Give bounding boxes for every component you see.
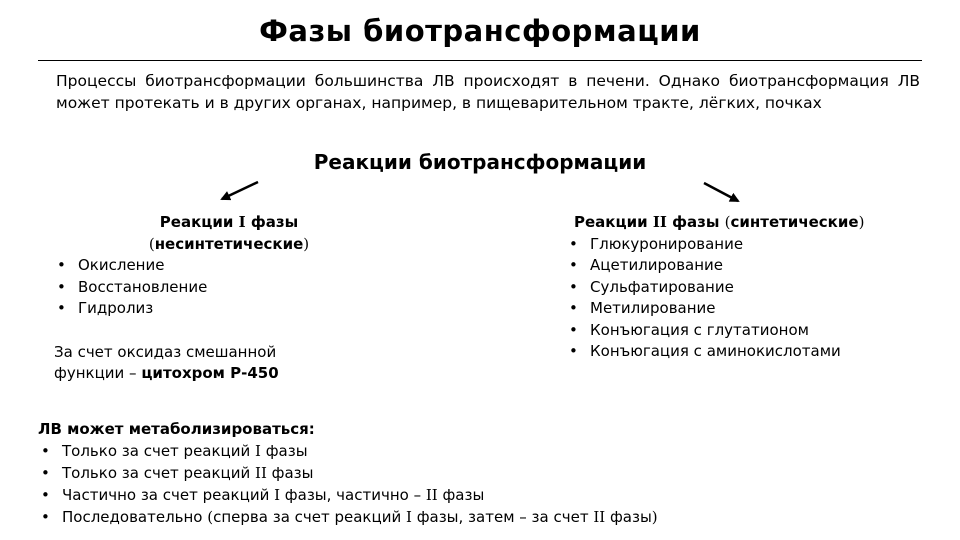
phase1-heading: Реакции I фазы — [159, 213, 299, 231]
metabolism-heading: ЛВ может метаболизироваться: — [38, 420, 315, 438]
phase1-subheading: (несинтетические) — [148, 234, 310, 253]
list-item: • Восстановление — [54, 277, 384, 299]
phase2-column — [560, 212, 940, 363]
list-item: • Последовательно (сперва за счет реакций I фазы, затем – за счет II фазы) — [38, 506, 918, 528]
arrow-right-icon — [704, 183, 738, 201]
phase2-list — [566, 234, 940, 363]
intro-paragraph: Процессы биотрансформации большинства ЛВ происходят в печени. Однако биотрансформация ЛВ может протекать и в других органах, например, в пищеварительном тракте, лёгких, почках — [56, 72, 920, 112]
list-item: • Метилирование — [566, 298, 940, 320]
list-item: • Ацетилирование — [566, 255, 940, 277]
list-item: • Конъюгация с глутатионом — [566, 320, 940, 342]
list-item: • Только за счет реакций I фазы — [38, 440, 918, 462]
list-item: • Сульфатирование — [566, 277, 940, 299]
list-item: • Глюкуронирование — [566, 234, 940, 256]
phase1-column — [54, 212, 384, 385]
phase1-note-line1: За счет оксидаз смешанной — [54, 342, 277, 361]
metabolism-section — [38, 418, 918, 528]
list-item: • Только за счет реакций II фазы — [38, 462, 918, 484]
phase1-list — [54, 255, 384, 320]
list-item: • Конъюгация с аминокислотами — [566, 341, 940, 363]
arrow-left-icon — [222, 182, 258, 199]
list-item: • Частично за счет реакций I фазы, частично – II фазы — [38, 484, 918, 506]
title-divider — [38, 60, 922, 61]
page-title: Фазы биотрансформации — [259, 14, 701, 48]
phase1-note-line2: функции – цитохром Р-450 — [54, 364, 279, 382]
metabolism-list — [38, 440, 918, 528]
list-item: • Гидролиз — [54, 298, 384, 320]
section-subtitle: Реакции биотрансформации — [313, 150, 647, 174]
list-item: • Окисление — [54, 255, 384, 277]
phase2-heading: Реакции II фазы (синтетические) — [574, 213, 865, 231]
